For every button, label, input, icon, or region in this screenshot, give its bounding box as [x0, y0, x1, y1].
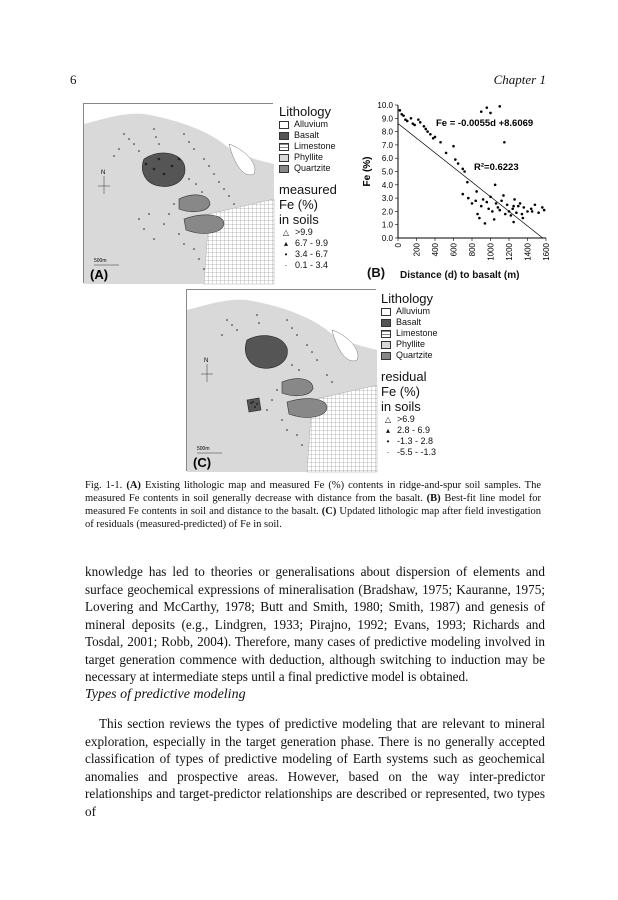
data-point: [508, 210, 511, 213]
data-point: [461, 168, 464, 171]
legend-c-class-4: -5.5 - -1.3: [397, 447, 437, 457]
x-tick-label: 1000: [486, 243, 496, 261]
y-tick-label: 10.0: [377, 101, 393, 110]
dot-icon: •: [284, 250, 288, 259]
legend-a-lithology-title: Lithology: [279, 104, 332, 119]
y-tick-label: 4.0: [381, 180, 393, 190]
data-point: [478, 217, 481, 220]
body-paragraph-1: [85, 563, 545, 686]
caption-c-label: (C): [321, 506, 337, 517]
legend-c-class-3: -1.3 - 2.8: [397, 436, 434, 446]
data-point: [471, 202, 474, 205]
data-point: [541, 206, 544, 209]
alluvium-swatch: [381, 308, 391, 316]
data-point: [500, 199, 503, 202]
basalt-swatch: [381, 319, 391, 327]
triangle-icon: △: [282, 228, 290, 237]
scale-label-c: 500m: [197, 446, 210, 452]
x-tick-label: 800: [468, 243, 477, 257]
data-point: [510, 214, 513, 217]
data-point: [531, 210, 534, 213]
caption-a-label: (A): [126, 480, 141, 491]
y-tick-label: 2.0: [381, 207, 393, 217]
data-point: [512, 221, 515, 224]
data-point: [410, 117, 413, 120]
data-point: [484, 222, 487, 225]
legend-a-class-2: 6.7 - 9.9: [295, 238, 329, 248]
data-point: [426, 130, 429, 133]
caption-b-label: (B): [426, 493, 441, 504]
section-heading: Types of predictive modeling: [85, 687, 246, 702]
data-point: [399, 109, 402, 112]
data-point: [475, 190, 478, 193]
data-point: [489, 195, 492, 198]
data-point: [406, 120, 409, 123]
data-point: [434, 136, 437, 139]
limestone-swatch: [381, 330, 391, 338]
data-point: [452, 145, 455, 148]
legend-c-class-2: 2.8 - 6.9: [397, 425, 431, 435]
legend-a-phyllite: Phyllite: [294, 152, 324, 162]
data-point: [486, 106, 489, 109]
dot-icon: •: [386, 437, 390, 446]
data-point: [480, 205, 483, 208]
data-point: [494, 184, 497, 187]
data-point: [511, 207, 514, 210]
map-panel-c: [186, 289, 376, 471]
quartzite-swatch: [381, 352, 391, 360]
map-panel-a: [83, 103, 273, 283]
scale-label-a: 500m: [94, 258, 107, 264]
legend-a-alluvium: Alluvium: [294, 119, 329, 129]
x-tick-label: 400: [431, 243, 440, 257]
data-point: [512, 205, 515, 208]
small-triangle-icon: ▴: [385, 426, 390, 435]
x-tick-label: 1600: [542, 243, 551, 261]
data-point: [497, 206, 500, 209]
phyllite-swatch: [279, 154, 289, 162]
small-dot-icon: ·: [284, 261, 288, 270]
data-point: [424, 128, 427, 131]
map-a-drawing: [84, 104, 274, 284]
equation-label: Fe = -0.0055d +8.6069: [436, 118, 534, 129]
data-point: [502, 194, 505, 197]
data-point: [521, 213, 524, 216]
north-label-c: N: [204, 358, 209, 364]
legend-c-alluvium: Alluvium: [396, 306, 431, 316]
legend-c-fe-title-3: in soils: [381, 399, 421, 414]
data-point: [419, 121, 422, 124]
legend-c: [381, 291, 471, 458]
data-point: [543, 209, 546, 212]
data-point: [463, 170, 466, 173]
data-point: [482, 198, 485, 201]
data-point: [523, 206, 526, 209]
x-tick-label: 1400: [523, 243, 533, 261]
chart-b-xlabel: Distance (d) to basalt (m): [400, 270, 520, 281]
x-tick-label: 1200: [505, 243, 514, 261]
caption-a-text: Existing lithologic map and measured Fe (%) contents in ridge-and-spur soil samples. The measured Fe contents in soil generally decrease with distance from the basalt.: [85, 480, 541, 504]
data-point: [504, 213, 507, 216]
data-point: [480, 110, 483, 113]
trend-line: [398, 124, 543, 238]
data-point: [487, 207, 490, 210]
legend-c-quartzite: Quartzite: [396, 350, 433, 360]
data-point: [498, 105, 501, 108]
data-point: [454, 158, 457, 161]
legend-c-phyllite: Phyllite: [396, 339, 426, 349]
legend-c-fe-title-2: Fe (%): [381, 384, 420, 399]
data-point: [498, 209, 501, 212]
legend-a-fe-title-3: in soils: [279, 212, 319, 227]
x-tick-label: 600: [449, 243, 459, 257]
data-point: [495, 202, 498, 205]
y-tick-label: 5.0: [381, 167, 393, 177]
north-label-a: N: [101, 170, 106, 176]
data-point: [439, 141, 442, 144]
data-point: [517, 205, 520, 208]
legend-a-basalt: Basalt: [294, 130, 320, 140]
data-point: [515, 211, 518, 214]
small-dot-icon: ·: [386, 448, 390, 457]
y-axis-label: Fe (%): [362, 156, 373, 187]
data-point: [493, 218, 496, 221]
x-tick-label: 200: [412, 243, 422, 257]
y-tick-label: 7.0: [381, 140, 393, 150]
legend-c-limestone: Limestone: [396, 328, 438, 338]
r-squared-label: R²=0.6223: [474, 162, 519, 173]
x-tick-label: 0: [394, 243, 403, 248]
data-point: [491, 210, 494, 213]
paragraph-2-text: This section reviews the types of predictive modeling that are relevant to mineral exploration, especially in the target generation phase. There is no generally accepted classification of types of predictive modeling of Earth systems such as geochemical anomalies and prospective areas. However, based on the way inter-predictor relationships and target-predictor relationships are described or represented, two types of: [85, 716, 545, 819]
panel-c-label: (C): [193, 455, 212, 470]
data-point: [534, 203, 537, 206]
y-tick-label: 1.0: [381, 220, 393, 230]
data-point: [457, 162, 460, 165]
legend-a-limestone: Limestone: [294, 141, 336, 151]
data-point: [526, 210, 529, 213]
data-point: [429, 133, 432, 136]
y-tick-label: 3.0: [381, 194, 393, 204]
alluvium-swatch: [279, 121, 289, 129]
quartzite-swatch: [279, 165, 289, 173]
small-triangle-icon: ▴: [283, 239, 288, 248]
y-tick-label: 6.0: [381, 154, 393, 164]
map-c-drawing: [187, 290, 377, 472]
legend-a-fe-title-1: measured: [279, 182, 337, 197]
data-point: [522, 217, 525, 220]
chapter-title: Chapter 1: [493, 72, 546, 87]
legend-c-basalt: Basalt: [396, 317, 422, 327]
y-tick-label: 8.0: [381, 127, 393, 137]
data-point: [467, 197, 470, 200]
data-point: [474, 199, 477, 202]
data-point: [486, 201, 489, 204]
data-point: [476, 213, 479, 216]
data-point: [530, 207, 533, 210]
data-point: [423, 125, 426, 128]
data-point: [417, 118, 420, 121]
triangle-icon: △: [384, 415, 392, 424]
data-point: [513, 198, 516, 201]
phyllite-swatch: [381, 341, 391, 349]
data-point: [503, 141, 506, 144]
caption-b-text: Best-fit line model for measured Fe contents in soil and distance to the basalt.: [85, 493, 542, 517]
y-tick-label: 0.0: [381, 234, 393, 243]
legend-a-fe-title-2: Fe (%): [279, 197, 318, 212]
body-paragraph-2: [85, 715, 545, 820]
data-point: [461, 193, 464, 196]
legend-a-class-1: >9.9: [295, 227, 313, 237]
data-point: [402, 114, 405, 117]
figure-caption: [85, 479, 541, 531]
basalt-swatch: [279, 132, 289, 140]
data-point: [489, 112, 492, 115]
data-point: [519, 202, 522, 205]
panel-a-label: (A): [90, 267, 109, 282]
legend-c-lithology-title: Lithology: [381, 291, 434, 306]
caption-prefix: Fig. 1-1.: [85, 480, 123, 491]
legend-a-class-3: 3.4 - 6.7: [295, 249, 329, 259]
legend-c-fe-title-1: residual: [381, 369, 427, 384]
legend-a-quartzite: Quartzite: [294, 163, 331, 173]
panel-b-label: (B): [367, 265, 386, 280]
data-point: [445, 152, 448, 155]
data-point: [466, 181, 469, 184]
scatter-chart-b: [358, 100, 551, 285]
legend-a: [279, 104, 361, 271]
legend-a-class-4: 0.1 - 3.4: [295, 260, 329, 270]
paragraph-1-text: knowledge has led to theories or generalisations about dispersion of elements and surface geochemical expressions of mineralisation (Bradshaw, 1975; Kauranne, 1975; Lovering and McCarthy, 1978; Butt and Smith, 1980; Smith, 1987) and genesis of mineral deposits (e.g., Lindgren, 1933; Pirajno, 1992; Evans, 1993; Richards and Tosdal, 2001; Robb, 2004). Therefore, many cases of predictive modeling involved in target generation commence with deduction, although switching to induction may be necessary at intermediate steps until a final predictive model is obtained.: [85, 564, 545, 684]
limestone-swatch: [279, 143, 289, 151]
y-tick-label: 9.0: [381, 114, 393, 124]
caption-c-text: Updated lithologic map after field investigation of residuals (measured-predicted) of Fe in soil.: [85, 506, 542, 530]
data-point: [506, 203, 509, 206]
page-number: 6: [70, 72, 77, 87]
data-point: [537, 211, 540, 214]
legend-c-class-1: >6.9: [397, 414, 415, 424]
data-point: [413, 124, 416, 127]
